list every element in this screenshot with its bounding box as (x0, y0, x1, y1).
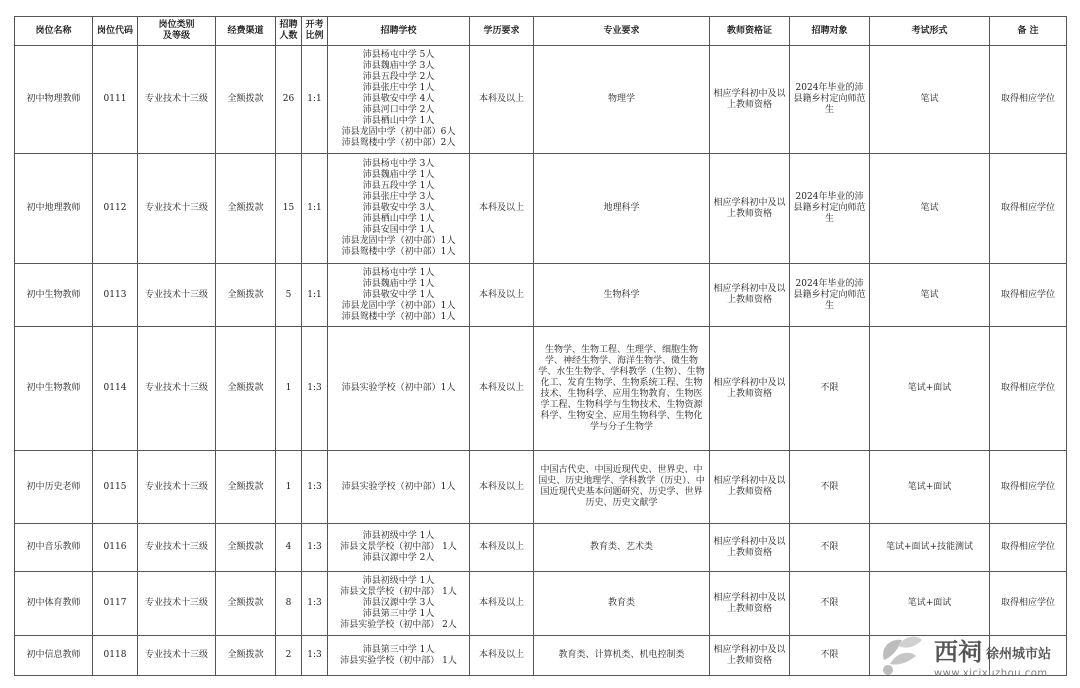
col-header-position-code: 岗位代码 (93, 17, 138, 46)
cell-certificate: 相应学科初中及以上教师资格 (710, 154, 790, 264)
col-header-funding: 经费渠道 (216, 17, 276, 46)
cell-schools: 沛县初级中学 1人 沛县文景学校（初中部） 1人 沛县汉源中学 2人 (328, 524, 470, 572)
cell-count: 4 (276, 524, 302, 572)
watermark-brand: 西祠 (934, 638, 982, 666)
cell-note: 取得相应学位 (990, 264, 1067, 327)
cell-note: 取得相应学位 (990, 327, 1067, 451)
cell-exam: 笔试 (870, 46, 990, 154)
cell-funding: 全额拨款 (216, 572, 276, 636)
cell-schools: 沛县实验学校（初中部）1人 (328, 327, 470, 451)
cell-major: 教育类 (534, 572, 710, 636)
cell-funding: 全额拨款 (216, 327, 276, 451)
cell-exam: 笔试 (870, 154, 990, 264)
cell-target: 2024年毕业的沛县籍乡村定向师范生 (790, 154, 870, 264)
cell-schools: 沛县杨屯中学 5人 沛县魏庙中学 3人 沛县五段中学 2人 沛县张庄中学 1人 沛县敬安中学 4人 沛县河口中学 2人 沛县栖山中学 1人 沛县龙固中学（初中部）6人 沛县鸳楼中学（初中部）2人 (328, 46, 470, 154)
leaf-logo-icon (883, 637, 922, 675)
col-header-target: 招聘对象 (790, 17, 870, 46)
cell-position-name: 初中地理教师 (15, 154, 93, 264)
cell-major: 生物学、生物工程、生理学、细胞生物学、神经生物学、海洋生物学、微生物学、水生生物学、学科教学（生物）、生物化工、发育生物学、生物系统工程、生物技术、生物科学、应用生物教育、生物医学工程、生物科学与生物技术、生物资源科学、生物安全、应用生物科学、生物化学与分子生物学 (534, 327, 710, 451)
cell-target: 不限 (790, 451, 870, 524)
cell-count: 5 (276, 264, 302, 327)
cell-position-level: 专业技术十三级 (138, 46, 216, 154)
col-header-certificate: 教师资格证 (710, 17, 790, 46)
cell-ratio: 1:1 (302, 154, 328, 264)
cell-schools: 沛县初级中学 1人 沛县文景学校（初中部） 1人 沛县汉源中学 3人 沛县第三中学 1人 沛县实验学校（初中部） 2人 (328, 572, 470, 636)
cell-target: 不限 (790, 572, 870, 636)
cell-count: 1 (276, 327, 302, 451)
cell-education: 本科及以上 (470, 524, 534, 572)
col-header-exam: 考试形式 (870, 17, 990, 46)
cell-position-name: 初中体育教师 (15, 572, 93, 636)
cell-exam: 笔试+面试 (870, 451, 990, 524)
table-row (15, 327, 1067, 451)
cell-note: 取得相应学位 (990, 46, 1067, 154)
cell-position-level: 专业技术十三级 (138, 524, 216, 572)
cell-major: 教育类、艺术类 (534, 524, 710, 572)
cell-position-code: 0112 (93, 154, 138, 264)
cell-certificate: 相应学科初中及以上教师资格 (710, 327, 790, 451)
col-header-education: 学历要求 (470, 17, 534, 46)
cell-ratio: 1:1 (302, 264, 328, 327)
cell-position-code: 0114 (93, 327, 138, 451)
cell-certificate: 相应学科初中及以上教师资格 (710, 264, 790, 327)
cell-exam: 笔试+面试 (870, 572, 990, 636)
table-row (15, 154, 1067, 264)
col-header-count: 招聘 人数 (276, 17, 302, 46)
col-header-position-level: 岗位类别 及等级 (138, 17, 216, 46)
cell-funding: 全额拨款 (216, 524, 276, 572)
cell-position-code: 0116 (93, 524, 138, 572)
cell-position-level: 专业技术十三级 (138, 451, 216, 524)
cell-position-level: 专业技术十三级 (138, 154, 216, 264)
cell-ratio: 1:3 (302, 572, 328, 636)
cell-education: 本科及以上 (470, 264, 534, 327)
cell-position-name: 初中信息教师 (15, 636, 93, 676)
cell-target: 不限 (790, 327, 870, 451)
cell-ratio: 1:3 (302, 636, 328, 676)
cell-position-level: 专业技术十三级 (138, 636, 216, 676)
cell-count: 8 (276, 572, 302, 636)
cell-note: 取得相应学位 (990, 154, 1067, 264)
cell-education: 本科及以上 (470, 327, 534, 451)
cell-exam: 笔试 (870, 264, 990, 327)
cell-funding: 全额拨款 (216, 154, 276, 264)
table-row (15, 46, 1067, 154)
cell-position-name: 初中物理教师 (15, 46, 93, 154)
cell-funding: 全额拨款 (216, 264, 276, 327)
cell-education: 本科及以上 (470, 636, 534, 676)
cell-position-level: 专业技术十三级 (138, 572, 216, 636)
cell-education: 本科及以上 (470, 451, 534, 524)
cell-target: 2024年毕业的沛县籍乡村定向师范生 (790, 46, 870, 154)
cell-major: 中国古代史、中国近现代史、世界史、中国史、历史地理学、学科教学（历史）、中国近现代史基本问题研究、历史学、世界历史、历史文献学 (534, 451, 710, 524)
cell-target: 不限 (790, 636, 870, 676)
cell-position-name: 初中生物教师 (15, 327, 93, 451)
table-row (15, 451, 1067, 524)
cell-position-code: 0115 (93, 451, 138, 524)
cell-position-code: 0111 (93, 46, 138, 154)
cell-count: 26 (276, 46, 302, 154)
cell-schools: 沛县杨屯中学 1人 沛县魏庙中学 1人 沛县敬安中学 1人 沛县龙固中学（初中部）1人 沛县鸳楼中学（初中部）1人 (328, 264, 470, 327)
cell-position-level: 专业技术十三级 (138, 264, 216, 327)
cell-education: 本科及以上 (470, 46, 534, 154)
cell-funding: 全额拨款 (216, 451, 276, 524)
col-header-position-name: 岗位名称 (15, 17, 93, 46)
cell-schools: 沛县杨屯中学 3人 沛县魏庙中学 1人 沛县五段中学 1人 沛县张庄中学 3人 沛县敬安中学 3人 沛县栖山中学 1人 沛县安国中学 1人 沛县龙固中学（初中部）1人 沛县鸳楼中学（初中部）1人 (328, 154, 470, 264)
col-header-major: 专业要求 (534, 17, 710, 46)
header-row (15, 17, 1067, 46)
cell-note: 取得相应学位 (990, 451, 1067, 524)
cell-education: 本科及以上 (470, 154, 534, 264)
cell-education: 本科及以上 (470, 572, 534, 636)
table-row (15, 264, 1067, 327)
cell-position-level: 专业技术十三级 (138, 327, 216, 451)
cell-certificate: 相应学科初中及以上教师资格 (710, 46, 790, 154)
table-row (15, 524, 1067, 572)
cell-target: 2024年毕业的沛县籍乡村定向师范生 (790, 264, 870, 327)
cell-position-name: 初中音乐教师 (15, 524, 93, 572)
cell-ratio: 1:3 (302, 327, 328, 451)
cell-schools: 沛县实验学校（初中部）1人 (328, 451, 470, 524)
cell-exam: 笔试+面试 (870, 327, 990, 451)
cell-certificate: 相应学科初中及以上教师资格 (710, 572, 790, 636)
col-header-schools: 招聘学校 (328, 17, 470, 46)
cell-ratio: 1:1 (302, 46, 328, 154)
cell-major: 教育类、计算机类、机电控制类 (534, 636, 710, 676)
cell-count: 2 (276, 636, 302, 676)
cell-exam: 笔试+面试+技能测试 (870, 524, 990, 572)
cell-note: 取得相应学位 (990, 524, 1067, 572)
cell-certificate: 相应学科初中及以上教师资格 (710, 524, 790, 572)
cell-count: 15 (276, 154, 302, 264)
cell-schools: 沛县第三中学 1人 沛县实验学校（初中部） 1人 (328, 636, 470, 676)
cell-funding: 全额拨款 (216, 636, 276, 676)
cell-ratio: 1:3 (302, 524, 328, 572)
cell-position-code: 0117 (93, 572, 138, 636)
cell-certificate: 相应学科初中及以上教师资格 (710, 636, 790, 676)
cell-funding: 全额拨款 (216, 46, 276, 154)
cell-ratio: 1:3 (302, 451, 328, 524)
recruitment-table (14, 16, 1067, 676)
cell-note: 取得相应学位 (990, 572, 1067, 636)
cell-position-name: 初中生物教师 (15, 264, 93, 327)
cell-major: 生物科学 (534, 264, 710, 327)
cell-position-code: 0118 (93, 636, 138, 676)
watermark-url: www.xicixuzhou.com (934, 668, 1048, 679)
cell-major: 地理科学 (534, 154, 710, 264)
cell-count: 1 (276, 451, 302, 524)
cell-target: 不限 (790, 524, 870, 572)
col-header-ratio: 开考 比例 (302, 17, 328, 46)
cell-position-name: 初中历史老师 (15, 451, 93, 524)
cell-position-code: 0113 (93, 264, 138, 327)
cell-certificate: 相应学科初中及以上教师资格 (710, 451, 790, 524)
watermark-city: 徐州城市站 (986, 647, 1052, 662)
col-header-note: 备 注 (990, 17, 1067, 46)
cell-major: 物理学 (534, 46, 710, 154)
